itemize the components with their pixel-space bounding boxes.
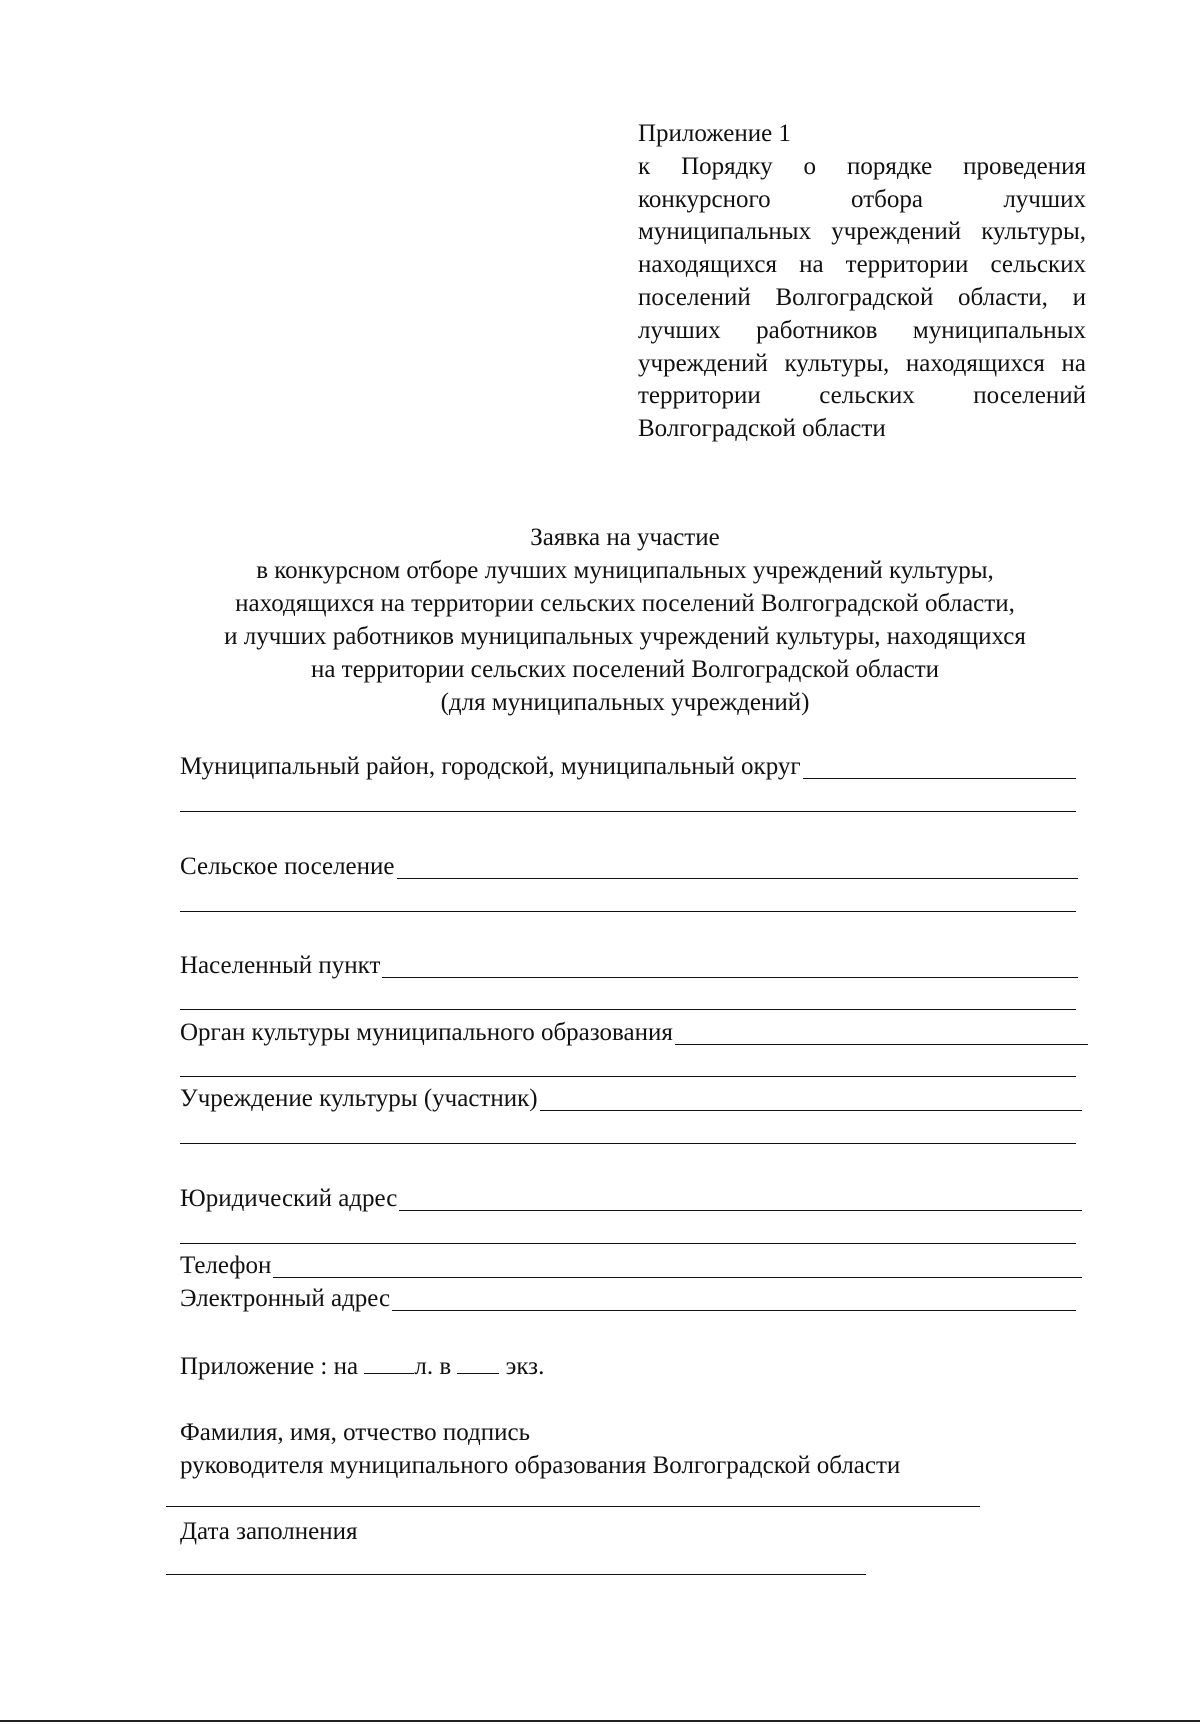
- locality-field[interactable]: [180, 951, 1078, 981]
- phone-field[interactable]: [180, 1251, 1082, 1281]
- legal-address-label: Юридический адрес: [180, 1185, 398, 1212]
- legal-address-continuation-line[interactable]: [180, 1243, 1076, 1244]
- appendix-block: [638, 118, 1086, 446]
- phone-blank[interactable]: [273, 1253, 1082, 1278]
- date-label: Дата заполнения: [180, 1518, 358, 1545]
- appendix-text: к Порядку о порядке проведения конкурсного отбора лучших муниципальных учреждений культуры, находящихся на территории сельских поселений Волгоградской области, и лучших работников муниципальных учреждений культуры, находящихся на территории сельских поселений Волгоградской области: [638, 152, 1086, 443]
- signature-line[interactable]: [166, 1506, 980, 1507]
- email-label: Электронный адрес: [180, 1285, 391, 1312]
- institution-blank[interactable]: [540, 1086, 1082, 1111]
- page-bottom-border: [0, 1720, 1200, 1722]
- locality-label: Населенный пункт: [180, 952, 381, 979]
- settlement-label: Сельское поселение: [180, 853, 395, 880]
- district-field[interactable]: [180, 752, 1076, 782]
- heading-line-2: в конкурсном отборе лучших муниципальных учреждений культуры,: [256, 557, 994, 584]
- institution-label: Учреждение культуры (участник): [180, 1085, 538, 1112]
- signature-caption-1: Фамилия, имя, отчество подпись: [180, 1419, 531, 1446]
- settlement-continuation-line[interactable]: [180, 911, 1076, 912]
- attachment-prefix: Приложение : на: [180, 1353, 365, 1380]
- institution-continuation-line[interactable]: [180, 1143, 1076, 1144]
- settlement-field[interactable]: [180, 852, 1078, 882]
- locality-continuation-line[interactable]: [180, 1009, 1076, 1010]
- heading-line-3: находящихся на территории сельских поселений Волгоградской области,: [235, 590, 1015, 617]
- phone-label: Телефон: [180, 1252, 272, 1279]
- heading-line-1: Заявка на участие: [530, 524, 720, 551]
- culture-body-blank[interactable]: [675, 1020, 1088, 1045]
- culture-body-continuation-line[interactable]: [180, 1076, 1076, 1077]
- appendix-title: Приложение 1: [638, 120, 791, 147]
- heading-line-6: (для муниципальных учреждений): [440, 689, 810, 716]
- heading-line-5: на территории сельских поселений Волгоградской области: [310, 656, 940, 683]
- locality-blank[interactable]: [382, 953, 1078, 978]
- legal-address-blank[interactable]: [399, 1186, 1082, 1211]
- signature-caption-2: руководителя муниципального образования Волгоградской области: [180, 1452, 901, 1479]
- district-continuation-line[interactable]: [180, 811, 1076, 812]
- culture-body-field[interactable]: [180, 1018, 1088, 1048]
- legal-address-field[interactable]: [180, 1184, 1082, 1214]
- settlement-blank[interactable]: [397, 854, 1078, 879]
- district-label: Муниципальный район, городской, муниципальный округ: [180, 753, 801, 780]
- attachment-copies-blank[interactable]: [457, 1351, 499, 1374]
- institution-field[interactable]: [180, 1084, 1082, 1114]
- heading-line-4: и лучших работников муниципальных учреждений культуры, находящихся: [224, 623, 1026, 650]
- email-field[interactable]: [180, 1284, 1076, 1314]
- attachment-line: [180, 1350, 544, 1383]
- attachment-mid: л. в: [414, 1353, 458, 1380]
- date-line[interactable]: [166, 1574, 866, 1575]
- email-blank[interactable]: [392, 1286, 1076, 1311]
- district-blank[interactable]: [803, 754, 1076, 779]
- attachment-suffix: экз.: [499, 1353, 545, 1380]
- application-heading: [140, 521, 1110, 719]
- culture-body-label: Орган культуры муниципального образования: [180, 1019, 673, 1046]
- attachment-pages-blank[interactable]: [364, 1351, 414, 1374]
